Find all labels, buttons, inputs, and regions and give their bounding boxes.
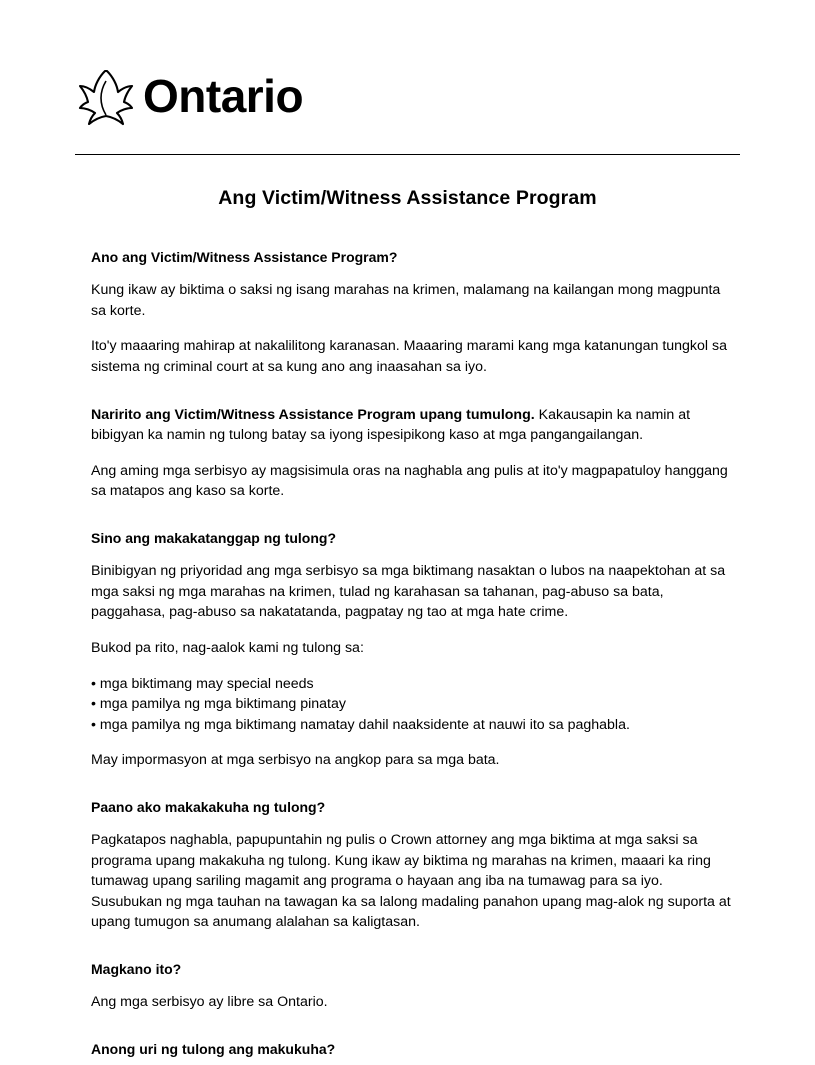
- section-heading: Anong uri ng tulong ang makukuha?: [91, 1040, 336, 1057]
- section-heading: Magkano ito?: [91, 961, 182, 978]
- section-what-is-program: [91, 248, 737, 378]
- section-program-here-to-help: [91, 405, 737, 502]
- paragraph-rest: Kakausapin ka namin at bibigyan ka namin ng tulong batay sa iyong ispesipikong kaso at mga pangangailangan.: [91, 406, 691, 444]
- document-body: [75, 248, 740, 1058]
- page-header: [75, 0, 740, 136]
- paragraph: Bukod pa rito, nag-aalok kami ng tulong sa:: [91, 639, 364, 656]
- help-list: [91, 674, 737, 736]
- paragraph-with-lead-in: [91, 405, 737, 446]
- section-heading: Sino ang makakatanggap ng tulong?: [91, 529, 337, 546]
- list-item: • mga pamilya ng mga biktimang pinatay: [91, 696, 346, 713]
- section-heading: Paano ako makakakuha ng tulong?: [91, 798, 326, 815]
- section-cost: [91, 960, 737, 1013]
- paragraph: Ito'y maaaring mahirap at nakalilitong karanasan. Maaaring marami kang mga katanungan tungkol sa sistema ng criminal court at sa kung ano ang inaasahan sa iyo.: [91, 338, 727, 375]
- section-heading: Ano ang Victim/Witness Assistance Program?: [91, 249, 398, 265]
- lead-in-text: Naririto ang Victim/Witness Assistance Program upang tumulong.: [91, 406, 535, 423]
- section-how-to-get-help: [91, 798, 737, 933]
- ontario-wordmark: Ontario: [143, 70, 304, 122]
- paragraph: Ang aming mga serbisyo ay magsisimula oras na naghabla ang pulis at ito'y magpapatuloy hanggang sa matapos ang kaso sa korte.: [91, 462, 728, 500]
- paragraph: Kung ikaw ay biktima o saksi ng isang marahas na krimen, malamang na kailangan mong magpunta sa korte.: [91, 282, 721, 319]
- paragraph: Binibigyan ng priyoridad ang mga serbisyo sa mga biktimang nasaktan o lubos na naapektohan at sa mga saksi ng mga marahas na krimen, tulad ng karahasan sa tahanan, pag-abuso sa bata, paggahasa, pag-abuso sa nakatatanda, pagpatay ng tao at mga hate crime.: [91, 563, 726, 621]
- paragraph: Pagkatapos naghabla, papupuntahin ng pulis o Crown attorney ang mga biktima at mga saksi sa programa upang makakuha ng tulong. Kung ikaw ay biktima ng marahas na krimen, maaari ka ring tumawag upang sariling magamit ang programa o hayaan ang iba na tumawag para sa iyo. Susubukan ng mga tauhan na tawagan ka sa lalong madaling panahon upang mag-alok ng suporta at upang tumugon sa anumang alalahan sa kaligtasan.: [91, 832, 731, 931]
- section-kinds-of-help: [91, 1040, 737, 1058]
- paragraph: May impormasyon at mga serbisyo na angkop para sa mga bata.: [91, 752, 500, 769]
- ontario-trillium-icon: [75, 67, 137, 129]
- page-title: Ang Victim/Witness Assistance Program: [218, 187, 597, 209]
- header-divider: [75, 154, 740, 155]
- section-who-can-get-help: [91, 529, 737, 771]
- list-item: • mga biktimang may special needs: [91, 675, 314, 692]
- list-item: • mga pamilya ng mga biktimang namatay dahil naaksidente at nauwi ito sa paghabla.: [91, 716, 630, 733]
- paragraph: Ang mga serbisyo ay libre sa Ontario.: [91, 994, 328, 1011]
